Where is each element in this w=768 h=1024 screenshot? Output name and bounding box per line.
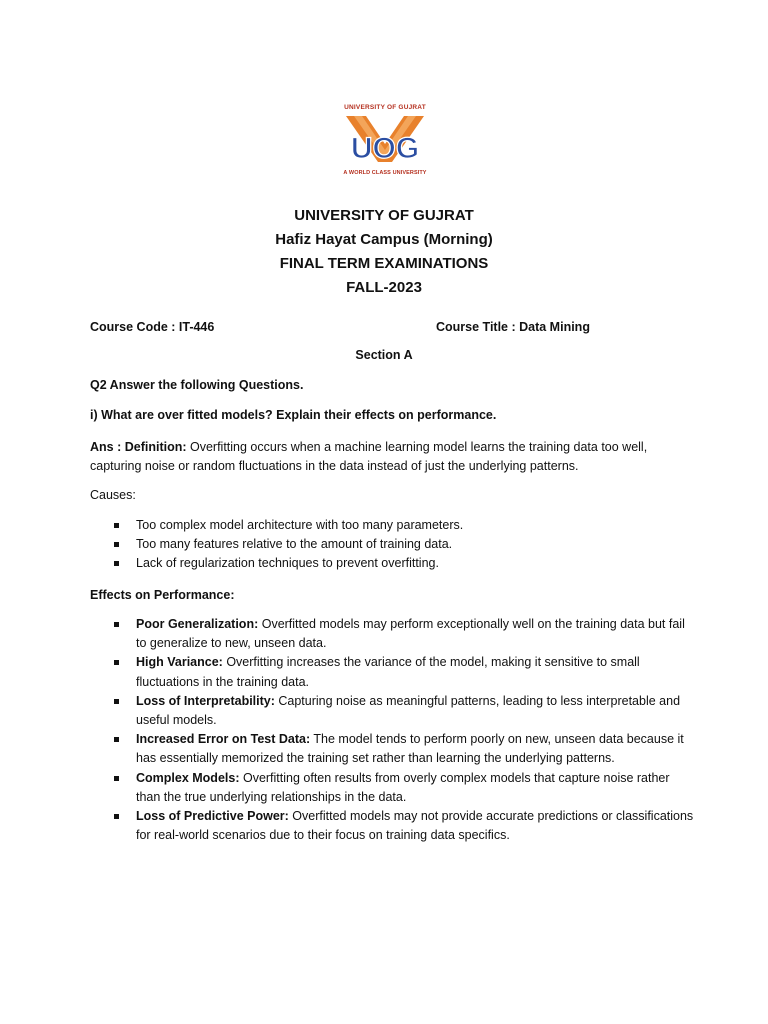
course-code: Course Code : IT-446 — [90, 320, 215, 334]
uog-logo-mark-icon — [332, 112, 438, 170]
bullet-square-icon — [114, 542, 119, 547]
list-item — [114, 692, 694, 730]
exam-term: FALL-2023 — [346, 279, 422, 296]
question-i: i) What are over fitted models? Explain their effects on performance. — [90, 408, 497, 422]
bullet-square-icon — [114, 523, 119, 528]
bullet-square-icon — [114, 561, 119, 566]
effect-term: Poor Generalization: — [136, 617, 259, 631]
section-label: Section A — [355, 348, 413, 362]
effect-term: Complex Models: — [136, 770, 240, 785]
campus-name: Hafiz Hayat Campus (Morning) — [275, 231, 493, 248]
course-title: Course Title : Data Mining — [436, 320, 590, 334]
effect-term: Increased Error on Test Data: — [136, 732, 311, 747]
logo-bottom-text: A WORLD CLASS UNIVERSITY — [343, 170, 427, 176]
list-item: Too many features relative to the amount of training data. — [114, 535, 694, 554]
list-item: Lack of regularization techniques to prevent overfitting. — [114, 554, 694, 573]
bullet-square-icon — [114, 737, 119, 742]
question-heading: Q2 Answer the following Questions. — [90, 378, 304, 392]
university-name: UNIVERSITY OF GUJRAT — [294, 207, 474, 224]
effect-text: Overfitted models may perform exceptionally well on the training data but fail to generalize to new, unseen data. — [136, 617, 685, 651]
answer-label: Ans : Definition: — [90, 440, 187, 454]
effect-text: The model tends to perform poorly on new, unseen data because it has essentially memorized the training set rather than learning the underlying patterns. — [136, 732, 684, 766]
list-item — [114, 769, 694, 807]
effect-text: Overfitting often results from overly complex models that capture noise rather than the true underlying relationships in the data. — [136, 770, 670, 804]
effect-term: Loss of Interpretability: — [136, 693, 275, 708]
list-item: Too complex model architecture with too many parameters. — [114, 516, 694, 535]
exam-header — [0, 204, 768, 300]
bullet-square-icon — [114, 660, 119, 665]
logo-top-text: UNIVERSITY OF GUJRAT — [344, 104, 426, 111]
effect-term: Loss of Predictive Power: — [136, 809, 289, 824]
list-item — [114, 730, 694, 768]
effect-text: Capturing noise as meaningful patterns, leading to less interpretable and useful models. — [136, 693, 681, 728]
causes-heading: Causes: — [90, 488, 136, 502]
answer-paragraph — [90, 438, 690, 476]
bullet-square-icon — [114, 699, 119, 704]
list-item — [114, 653, 694, 691]
effect-text: Overfitted models may not provide accurate predictions or classifications for real-world scenarios due to their focus on training data specifics. — [136, 809, 694, 843]
bullet-square-icon — [114, 776, 119, 781]
university-logo — [330, 104, 440, 182]
effects-heading: Effects on Performance: — [90, 588, 235, 602]
list-item — [114, 807, 694, 845]
logo-mark-text: UOG — [350, 132, 420, 165]
bullet-square-icon — [114, 814, 119, 819]
course-info — [90, 320, 690, 338]
effect-text: Overfitting increases the variance of the model, making it sensitive to small fluctuations in the training data. — [136, 655, 640, 689]
answer-text: Overfitting occurs when a machine learning model learns the training data too well, capturing noise or random fluctuations in the data instead of just the underlying patterns. — [90, 440, 648, 473]
causes-list — [114, 516, 694, 574]
effect-term: High Variance: — [136, 655, 223, 670]
list-item — [114, 615, 694, 653]
exam-name: FINAL TERM EXAMINATIONS — [279, 255, 489, 272]
bullet-square-icon — [114, 622, 119, 627]
effects-list — [114, 615, 694, 845]
